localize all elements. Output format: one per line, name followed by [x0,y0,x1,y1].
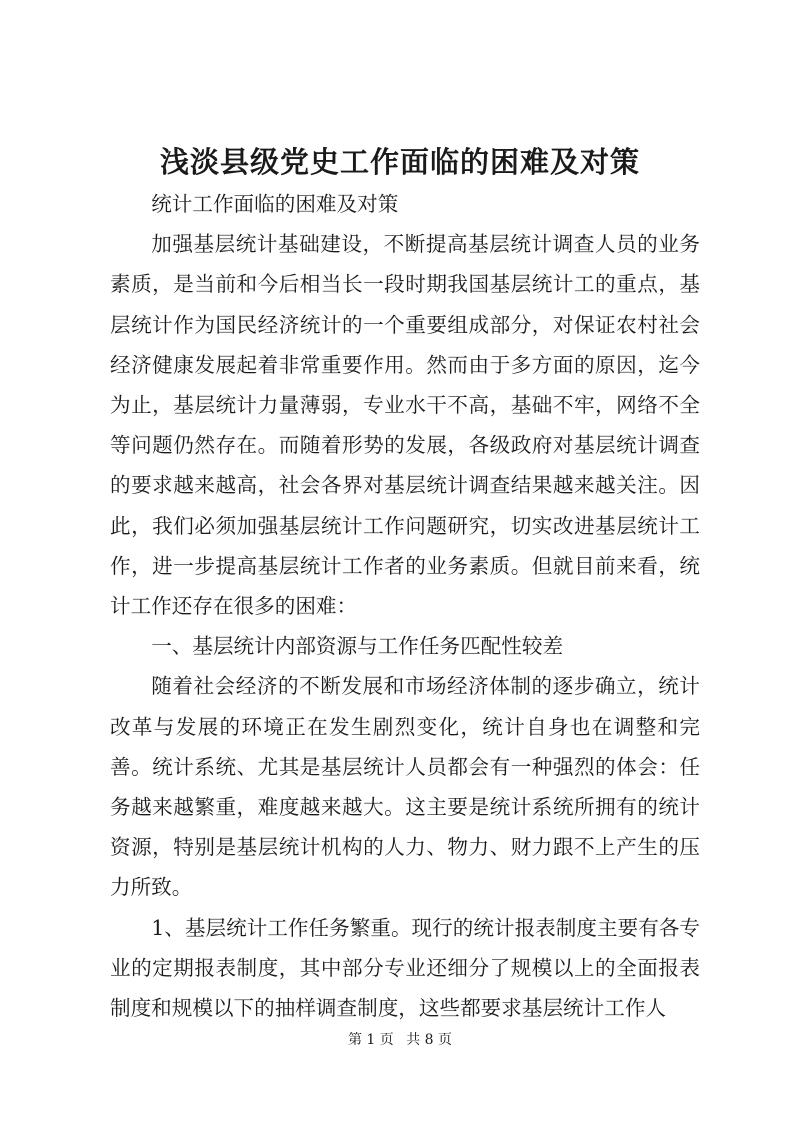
document-title: 浅淡县级党史工作面临的困难及对策 [159,145,640,179]
section-heading: 一、基层统计内部资源与工作任务匹配性较差 [151,634,564,659]
page-total: 共 8 页 [406,1032,453,1048]
section-paragraph: 随着社会经济的不断发展和市场经济体制的逐步确立，统计改革与发展的环境正在发生剧烈变化，统计自身也在调整和完善。统计系统、尤其是基层统计人员都会有一种强烈的体会：任务越来越繁重，难度越来越大。这主要是统计系统所拥有的统计资源，特别是基层统计机构的人力、物力、财力跟不上产生的压力所致。 [110,674,700,900]
point-paragraph: 1、基层统计工作任务繁重。现行的统计报表制度主要有各专业的定期报表制度，其中部分专业还细分了规模以上的全面报表制度和规模以下的抽样调查制度，这些都要求基层统计工作人 [110,915,700,1021]
page-footer [0,1030,800,1050]
document-body [110,184,700,1028]
page-number: 第 1 页 [347,1032,394,1048]
subtitle-paragraph: 统计工作面临的困难及对策 [151,192,399,216]
intro-paragraph: 加强基层统计基础建设，不断提高基层统计调查人员的业务素质，是当前和今后相当长一段时期我国基层统计工的重点，基层统计作为国民经济统计的一个重要组成部分，对保证农村社会经济健康发展起着非常重要作用。然而由于多方面的原因，迄今为止，基层统计力量薄弱，专业水干不高，基础不牢，网络不全等问题仍然存在。而随着形势的发展，各级政府对基层统计调查的要求越来越高，社会各界对基层统计调查结果越来越关注。因此，我们必须加强基层统计工作问题研究，切实改进基层统计工作，进一步提高基层统计工作者的业务素质。但就目前来看，统计工作还存在很多的困难： [110,232,700,619]
